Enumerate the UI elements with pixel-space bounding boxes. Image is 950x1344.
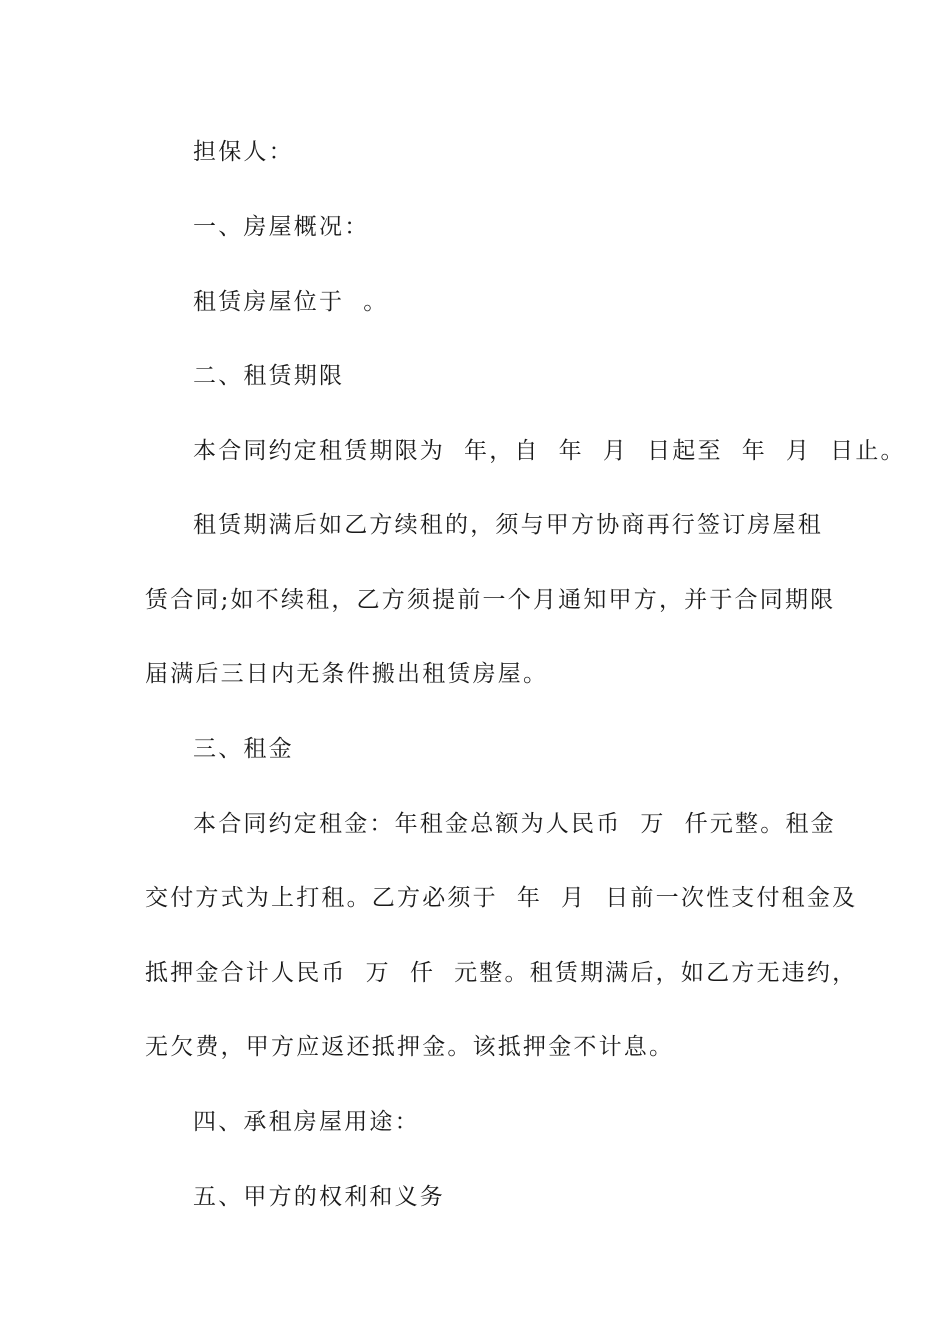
guarantor-label: 担保人： (193, 139, 294, 165)
rent-paragraph-line-4: 无欠费，甲方应返还抵押金。该抵押金不计息。 (145, 1034, 675, 1060)
rent-paragraph-line-1: 本合同约定租金：年租金总额为人民币 万 仟元整。租金 (193, 811, 836, 837)
section-4-heading: 四、承租房屋用途： (193, 1109, 420, 1135)
section-2-heading: 二、租赁期限 (193, 363, 345, 389)
section-5-heading: 五、甲方的权利和义务 (193, 1184, 445, 1210)
rent-paragraph-line-2: 交付方式为上打租。乙方必须于 年 月 日前一次性支付租金及 (145, 885, 858, 911)
renewal-paragraph-line-3: 届满后三日内无条件搬出租赁房屋。 (145, 661, 549, 687)
section-1-heading: 一、房屋概况： (193, 214, 370, 240)
renewal-paragraph-line-1: 租赁期满后如乙方续租的，须与甲方协商再行签订房屋租 (193, 512, 823, 538)
lease-term-text: 本合同约定租赁期限为 年，自 年 月 日起至 年 月 日止。 (193, 438, 906, 464)
rent-paragraph-line-3: 抵押金合计人民币 万 仟 元整。租赁期满后，如乙方无违约， (145, 960, 858, 986)
section-3-heading: 三、租金 (193, 736, 294, 762)
renewal-paragraph-line-2: 赁合同;如不续租，乙方须提前一个月通知甲方，并于合同期限 (145, 587, 836, 613)
property-location-text: 租赁房屋位于 。 (193, 289, 389, 315)
